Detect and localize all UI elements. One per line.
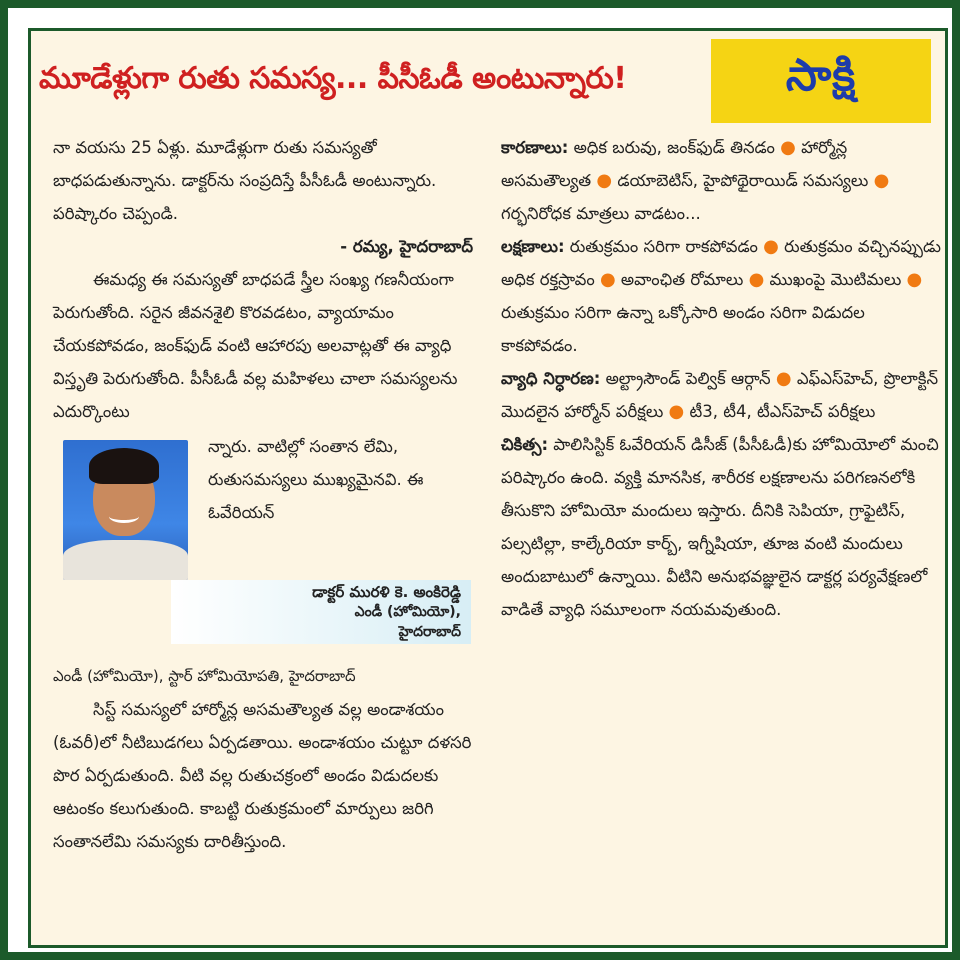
symptoms-section bbox=[501, 230, 941, 362]
answer-continued: సిస్ట్ సమస్యలో హార్మోన్ల అసమతౌల్యత వల్ల అండాశయం (ఓవరీ)లో నీటిబుడగలు ఏర్పడతాయి. అండాశయం చుట్టూ దళసరి పొర ఏర్పడుతుంది. వీటి వల్ల రుతుచక్రంలో అండం విడుదలకు ఆటంకం కలుగుతుంది. కాబట్టి రుతుక్రమంలో మార్పులు జరిగి సంతానలేమి సమస్యకు దారితీస్తుంది. bbox=[53, 700, 472, 851]
cause-item: గర్భనిరోధక మాత్రలు వాడటం... bbox=[501, 204, 701, 223]
headline: మూడేళ్లుగా రుతు సమస్య... పీసీఓడీ అంటున్నారు! bbox=[39, 61, 627, 96]
left-column bbox=[53, 131, 483, 858]
diagnosis-item: ఎఫ్ఎస్‌హెచ్, ప్రొలాక్టిన్ మొదలైన హార్మోన్ పరీక్షలు bbox=[501, 369, 939, 421]
symptom-item: రుతుక్రమం సరిగా రాకపోవడం bbox=[569, 237, 758, 256]
causes-label: కారణాలు: bbox=[501, 138, 569, 157]
cause-item: అధిక బరువు, జంక్‌ఫుడ్ తినడం bbox=[573, 138, 775, 157]
bullet-icon: ● bbox=[599, 269, 616, 290]
article-clipping bbox=[28, 28, 948, 948]
reader-question: నా వయసు 25 ఏళ్లు. మూడేళ్లుగా రుతు సమస్యతో బాధపడుతున్నాను. డాక్టర్‌ను సంప్రదిస్తే పీసీఓడీ అంటున్నారు. పరిష్కారం చెప్పండి. bbox=[53, 138, 437, 223]
sakshi-logo bbox=[711, 39, 931, 123]
diagnosis-label: వ్యాధి నిర్ధారణ: bbox=[501, 369, 601, 388]
bullet-icon: ● bbox=[775, 368, 792, 389]
causes-section bbox=[501, 131, 941, 230]
symptoms-label: లక్షణాలు: bbox=[501, 237, 565, 256]
symptom-item: రుతుక్రమం సరిగా ఉన్నా ఒక్కోసారి అండం సరిగా విడుదల కాకపోవడం. bbox=[501, 303, 865, 355]
doctor-photo-block bbox=[53, 430, 483, 660]
bullet-icon: ● bbox=[763, 236, 779, 257]
doctor-name: డాక్టర్ మురళి కె. అంకిరెడ్డి bbox=[312, 583, 461, 601]
doctor-credit: ఎండీ (హోమియో), స్టార్ హోమియోపతి, హైదరాబాద్ bbox=[53, 667, 356, 685]
cause-item: హార్మోన్ల అసమతౌల్యత bbox=[501, 138, 848, 190]
bullet-icon: ● bbox=[748, 269, 765, 290]
outer-frame bbox=[8, 8, 952, 952]
diagnosis-section bbox=[501, 362, 941, 428]
diagnosis-item: టీ3, టీ4, టీఎస్‌హెచ్ పరీక్షలు bbox=[689, 402, 876, 421]
doctor-photo bbox=[63, 440, 188, 580]
treatment-label: చికిత్స: bbox=[501, 435, 549, 454]
bullet-icon: ● bbox=[668, 401, 685, 422]
bullet-icon: ● bbox=[906, 269, 923, 290]
logo-text: సాక్షి bbox=[785, 50, 857, 101]
answer-intro: ఈమధ్య ఈ సమస్యతో బాధపడే స్త్రీల సంఖ్య గణనీయంగా పెరుగుతోంది. సరైన జీవనశైలి కొరవడటం, వ్యాయామం చేయకపోవడం, జంక్‌ఫుడ్ వంటి ఆహారపు అలవాట్లతో ఈ వ్యాధి విస్తృతి పెరుగుతోంది. పీసీఓడీ వల్ల మహిళలు చాలా సమస్యలను ఎదుర్కొంటు bbox=[53, 270, 458, 421]
treatment-section bbox=[501, 428, 941, 626]
right-column bbox=[501, 131, 941, 626]
doctor-city: హైదరాబాద్ bbox=[398, 624, 461, 640]
bullet-icon: ● bbox=[780, 137, 796, 158]
reader-signature: - రమ్య, హైదరాబాద్ bbox=[340, 237, 473, 256]
symptom-item: రుతుక్రమం వచ్చినప్పుడు అధిక రక్తస్రావం bbox=[501, 237, 941, 289]
treatment-text: పాలిసిస్టిక్ ఓవేరియన్ డిసీజ్ (పీసీఓడీ)కు హోమియోలో మంచి పరిష్కారం ఉంది. వ్యక్తి మానసిక, శారీరక లక్షణాలను పరిగణనలోకి తీసుకొని హోమియో మందులు ఇస్తారు. దీనికి సెపియా, గ్రాఫైటిస్, పల్సటిల్లా, కాల్కేరియా కార్బ్, ఇగ్నీషియా, తూజ వంటి మందులు అందుబాటులో ఉన్నాయి. వీటిని అనుభవజ్ఞులైన డాక్టర్ల పర్యవేక్షణలో వాడితే వ్యాధి సమూలంగా నయమవుతుంది. bbox=[501, 435, 939, 619]
symptom-item: ముఖంపై మొటిమలు bbox=[769, 270, 902, 289]
bullet-icon: ● bbox=[596, 170, 613, 191]
answer-wrap-text: న్నారు. వాటిల్లో సంతాన లేమి, రుతుసమస్యలు ముఖ్యమైనవి. ఈ ఓవేరియన్ bbox=[208, 437, 424, 522]
symptom-item: అవాంఛిత రోమాలు bbox=[620, 270, 744, 289]
cause-item: డయాబెటిస్, హైపోథైరాయిడ్ సమస్యలు bbox=[617, 171, 869, 190]
doctor-caption bbox=[171, 580, 471, 644]
bullet-icon: ● bbox=[873, 170, 890, 191]
doctor-degree: ఎండీ (హోమియో), bbox=[354, 604, 461, 620]
diagnosis-item: అల్ట్రాసౌండ్ పెల్విక్ ఆర్గాన్ bbox=[605, 369, 771, 388]
